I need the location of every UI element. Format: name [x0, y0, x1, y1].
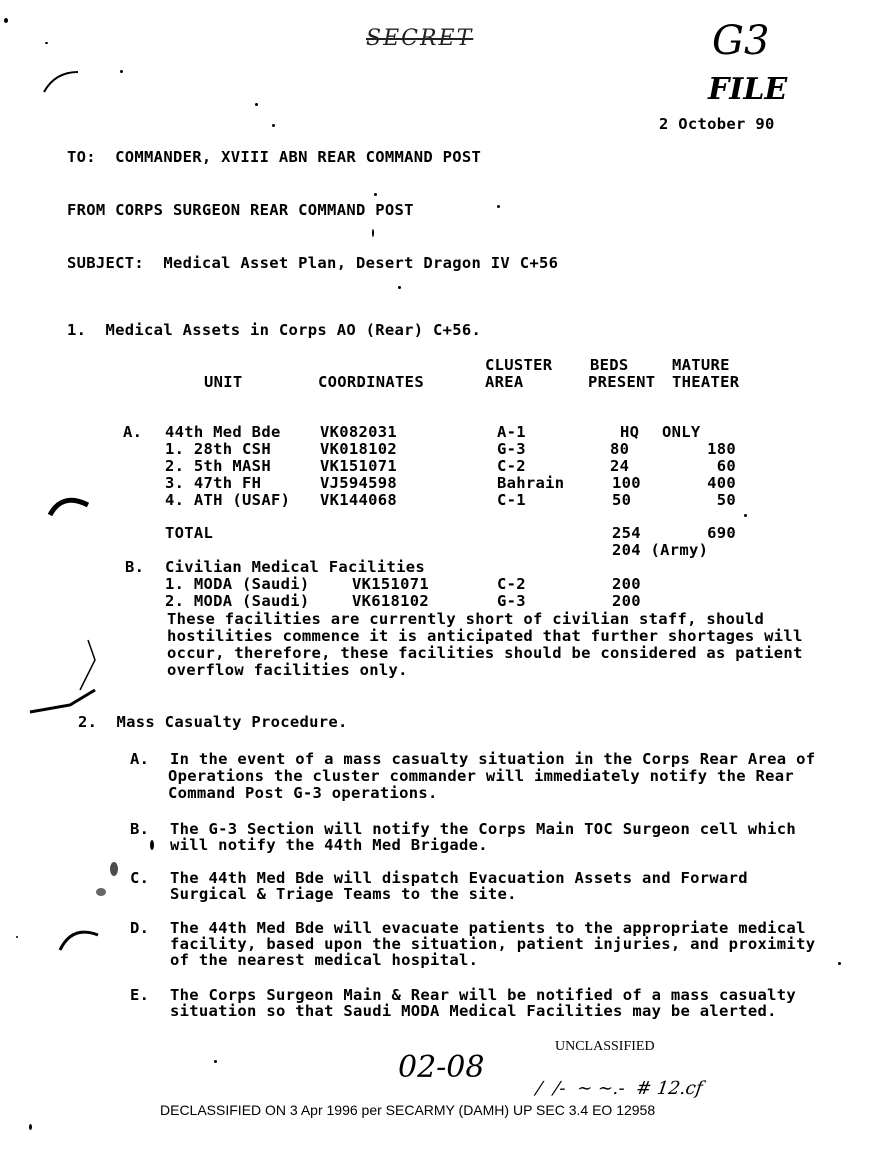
curve-mark [80, 640, 95, 690]
item-line: In the event of a mass casualty situation in the Corps Rear Area of [170, 750, 816, 768]
speck [497, 205, 500, 208]
row-beds: 200 [612, 592, 641, 610]
row-unit: 44th Med Bde [165, 423, 281, 441]
total-army: 204 (Army) [612, 541, 709, 559]
row-area: C-2 [497, 457, 526, 475]
row-unit: 1. MODA (Saudi) [165, 575, 310, 593]
row-coords: VK151071 [320, 457, 398, 475]
speck [150, 840, 154, 850]
note-line: These facilities are currently short of civilian staff, should [167, 610, 765, 628]
item-line: The G-3 Section will notify the Corps Main TOC Surgeon cell which [170, 820, 797, 838]
row-mature: 60 [716, 457, 736, 475]
section2-heading: 2. Mass Casualty Procedure. [78, 713, 348, 731]
speck [838, 962, 841, 965]
item-line: will notify the 44th Med Brigade. [170, 836, 488, 854]
declassification-stamp: DECLASSIFIED ON 3 Apr 1996 per SECARMY (DAMH) UP SEC 3.4 EO 12958 [160, 1102, 656, 1118]
subsection-a-label: A. [123, 423, 143, 441]
item-line: The 44th Med Bde will evacuate patients to the appropriate medical [170, 919, 806, 937]
row-beds: 100 [612, 474, 641, 492]
item-line: of the nearest medical hospital. [170, 951, 479, 969]
total-mature: 690 [707, 524, 736, 542]
item-label: B. [130, 820, 150, 838]
row-unit: 2. 5th MASH [165, 457, 271, 475]
col-area: AREA [485, 373, 524, 391]
row-unit: 4. ATH (USAF) [165, 491, 291, 509]
unclassified-marking: UNCLASSIFIED [555, 1039, 655, 1054]
subsection-b-heading: Civilian Medical Facilities [165, 558, 426, 576]
speck [16, 936, 18, 938]
curve-mark [44, 72, 78, 92]
item-label: C. [130, 869, 150, 887]
speck [255, 103, 258, 106]
row-area: G-3 [497, 440, 526, 458]
col-coordinates: COORDINATES [318, 373, 424, 391]
col-theater: THEATER [672, 373, 740, 391]
curve-mark [30, 690, 95, 712]
row-coords: VK151071 [352, 575, 430, 593]
item-label: D. [130, 919, 150, 937]
item-line: The Corps Surgeon Main & Rear will be notified of a mass casualty [170, 986, 797, 1004]
handwritten-file: FILE [708, 72, 788, 107]
memo-date: 2 October 90 [659, 115, 775, 133]
speck [110, 862, 118, 876]
col-beds: BEDS [590, 356, 629, 374]
item-line: Surgical & Triage Teams to the site. [170, 885, 517, 903]
row-coords: VK018102 [320, 440, 398, 458]
row-mature: 400 [707, 474, 736, 492]
struck-classification: SECRET [366, 26, 474, 51]
row-unit: 2. MODA (Saudi) [165, 592, 310, 610]
row-coords: VK082031 [320, 423, 398, 441]
row-mature: 180 [707, 440, 736, 458]
row-unit: 1. 28th CSH [165, 440, 271, 458]
item-line: situation so that Saudi MODA Medical Facilities may be alerted. [170, 1002, 777, 1020]
row-beds: 200 [612, 575, 641, 593]
speck [372, 229, 374, 237]
handwritten-scribble: / /- ~ ~.- # 12.cf [534, 1078, 704, 1099]
section1-heading: 1. Medical Assets in Corps AO (Rear) C+56. [67, 321, 482, 339]
note-line: occur, therefore, these facilities should be considered as patient [167, 644, 803, 662]
row-area: C-1 [497, 491, 526, 509]
row-coords: VJ594598 [320, 474, 398, 492]
curve-mark [50, 500, 88, 515]
speck [120, 70, 123, 73]
row-area: G-3 [497, 592, 526, 610]
row-area: C-2 [497, 575, 526, 593]
item-line: Command Post G-3 operations. [168, 784, 438, 802]
item-label: A. [130, 750, 150, 768]
row-coords: VK618102 [352, 592, 430, 610]
total-beds: 254 [612, 524, 641, 542]
row-mature: ONLY [662, 423, 701, 441]
memo-to: TO: COMMANDER, XVIII ABN REAR COMMAND POST [67, 148, 482, 166]
row-beds: 24 [610, 457, 630, 475]
speck [45, 42, 48, 44]
total-label: TOTAL [165, 524, 214, 542]
row-beds: HQ [620, 423, 640, 441]
item-line: The 44th Med Bde will dispatch Evacuation Assets and Forward [170, 869, 748, 887]
memo-subject: SUBJECT: Medical Asset Plan, Desert Dragon IV C+56 [67, 254, 559, 272]
row-area: Bahrain [497, 474, 565, 492]
handwritten-g3: G3 [712, 18, 770, 64]
col-unit: UNIT [204, 373, 243, 391]
speck [272, 124, 275, 127]
col-cluster: CLUSTER [485, 356, 553, 374]
item-label: E. [130, 986, 150, 1004]
row-unit: 3. 47th FH [165, 474, 262, 492]
row-coords: VK144068 [320, 491, 398, 509]
row-beds: 80 [610, 440, 630, 458]
speck [398, 286, 401, 289]
curve-mark [60, 932, 98, 950]
col-present: PRESENT [588, 373, 656, 391]
row-area: A-1 [497, 423, 526, 441]
speck [374, 193, 377, 196]
subsection-b-label: B. [125, 558, 145, 576]
handwritten-page-number: 02-08 [398, 1050, 485, 1085]
col-mature: MATURE [672, 356, 730, 374]
item-line: Operations the cluster commander will immediately notify the Rear [168, 767, 795, 785]
note-line: overflow facilities only. [167, 661, 408, 679]
note-line: hostilities commence it is anticipated that further shortages will [167, 627, 803, 645]
item-line: facility, based upon the situation, patient injuries, and proximity [170, 935, 816, 953]
row-mature: 50 [716, 491, 736, 509]
row-beds: 50 [612, 491, 632, 509]
speck [214, 1060, 217, 1063]
speck [744, 514, 747, 517]
speck [29, 1124, 32, 1130]
memo-from: FROM CORPS SURGEON REAR COMMAND POST [67, 201, 414, 219]
speck [4, 18, 8, 23]
speck [96, 888, 106, 896]
